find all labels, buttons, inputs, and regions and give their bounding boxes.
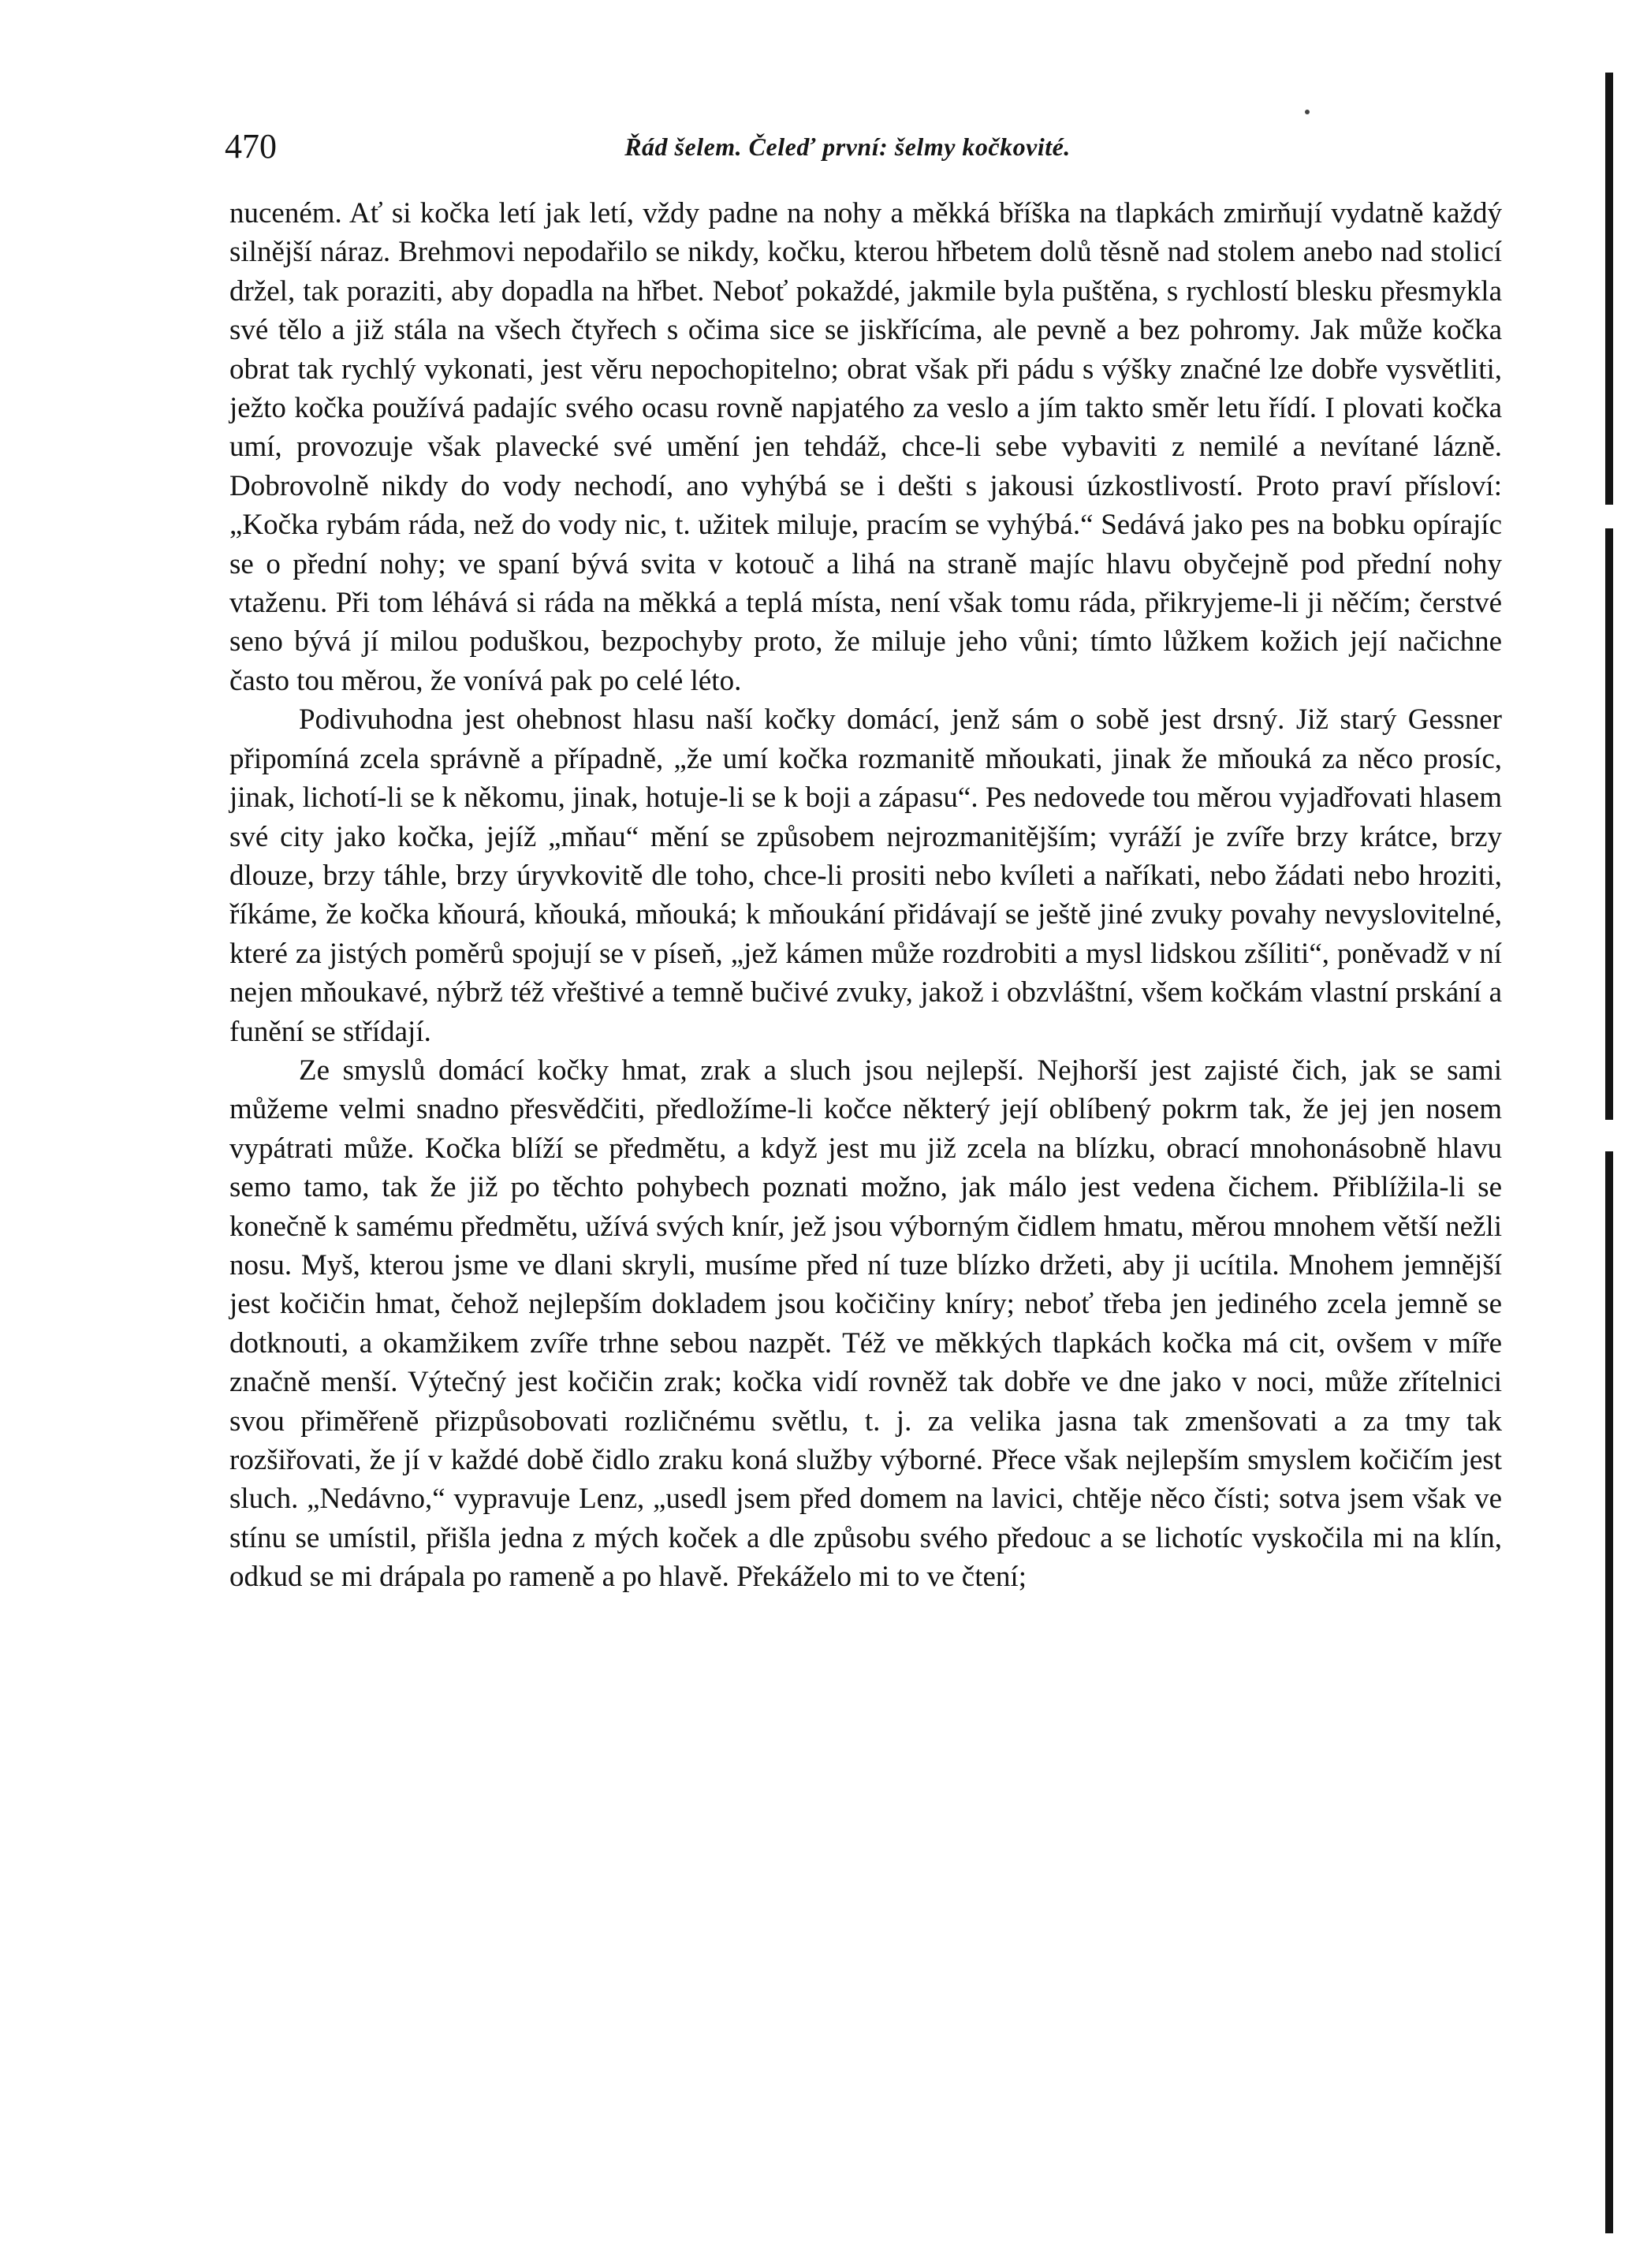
running-title: Řád šelem. Čeleď první: šelmy kočkovité. bbox=[624, 132, 1071, 161]
scan-edge-gap bbox=[1604, 1120, 1615, 1151]
print-speck bbox=[1305, 110, 1310, 114]
paragraph-2: Podivuhodna jest ohebnost hlasu naší kočky domácí, jenž sám o sobě jest drsný. Již starý Gessner připomíná zcela správně a případně, „že umí kočka rozmanitě mňoukati, jinak že mňouká za něco prosíc, jinak, lichotí-li se k někomu, jinak, hotuje-li se k boji a zápasu“. Pes nedovede tou měrou vyjadřovati hlasem své city jako kočka, jejíž „mňau“ mění se způsobem nejrozmanitějším; vyráží je zvíře brzy krátce, brzy dlouze, brzy táhle, brzy úryvkovitě dle toho, chce-li prositi nebo kvíleti a naříkati, nebo žádati nebo hroziti, říkáme, že kočka kňourá, kňouká, mňouká; k mňoukání přidávají se ještě jiné zvuky povahy nevyslovitelné, které za jistých poměrů spojují se v píseň, „jež kámen může rozdrobiti a mysl lidskou zšíliti“, poněvadž v ní nejen mňoukavé, nýbrž též vřeštivé a temně bučivé zvuky, jakož i obzvláštní, všem kočkám vlastní prskání a funění se střídají. bbox=[229, 703, 1502, 1048]
body-text bbox=[229, 194, 1502, 1597]
page-number: 470 bbox=[225, 127, 277, 166]
scan-edge-gap bbox=[1604, 505, 1615, 528]
scan-edge-line bbox=[1605, 73, 1613, 2233]
paragraph-3: Ze smyslů domácí kočky hmat, zrak a sluch jsou nejlepší. Nejhorší jest zajisté čich, jak se sami můžeme velmi snadno přesvědčiti, předložíme-li kočce některý její oblíbený pokrm tak, že jej jen nosem vypátrati může. Kočka blíží se předmětu, a když jest mu již zcela na blízku, obrací mnohonásobně hlavu semo tamo, tak že již po těchto pohybech poznati možno, jak málo jest vedena čichem. Přiblížila-li se konečně k samému předmětu, užívá svých knír, jež jsou výborným čidlem hmatu, měrou mnohem větší nežli nosu. Myš, kterou jsme ve dlani skryli, musíme před ní tuze blízko držeti, aby ji ucítila. Mnohem jemnější jest kočičin hmat, čehož nejlepším dokladem jsou kočičiny kníry; neboť třeba jen jediného zcela jemně se dotknouti, a okamžikem zvíře trhne sebou nazpět. Též ve měkkých tlapkách kočka má cit, ovšem v míře značně menší. Výtečný jest kočičin zrak; kočka vidí rovněž tak dobře ve dne jako v noci, může zřítelnici svou přiměřeně přizpůsobovati rozličnému světlu, t. j. za velika jasna tak zmenšovati a za tmy tak rozšiřovati, že jí v každé době čidlo zraku koná služby výborné. Přece však nejlepším smyslem kočičím jest sluch. „Nedávno,“ vypravuje Lenz, „usedl jsem před domem na lavici, chtěje něco čísti; sotva jsem však ve stínu se umístil, přišla jedna z mých koček a dle způsobu svého předouc a se lichotíc vyskočila mi na klín, odkud se mi drápala po rameně a po hlavě. Překáželo mi to ve čtení; bbox=[229, 1054, 1502, 1594]
page-header bbox=[225, 125, 1502, 172]
paragraph-1: nuceném. Ať si kočka letí jak letí, vždy padne na nohy a měkká bříška na tlapkách zmirňují vydatně každý silnější náraz. Brehmovi nepodařilo se nikdy, kočku, kterou hřbetem dolů těsně nad stolem anebo nad stolicí držel, tak poraziti, aby dopadla na hřbet. Neboť pokaždé, jakmile byla puštěna, s rychlostí blesku přesmykla své tělo a již stála na všech čtyřech s očima sice se jiskřícíma, ale pevně a bez pohromy. Jak může kočka obrat tak rychlý vykonati, jest věru nepochopitelno; obrat však při pádu s výšky značné lze dobře vysvětliti, ježto kočka používá padajíc svého ocasu rovně napjatého za veslo a jím takto směr letu řídí. I plovati kočka umí, provozuje však plavecké své umění jen tehdáž, chce-li sebe vybaviti z nemilé a nevítané lázně. Dobrovolně nikdy do vody nechodí, ano vyhýbá se i dešti s jakousi úzkostlivostí. Proto praví přísloví: „Kočka rybám ráda, než do vody nic, t. užitek miluje, pracím se vyhýbá.“ Sedává jako pes na bobku opírajíc se o přední nohy; ve spaní bývá svita v kotouč a lihá na straně majíc hlavu obyčejně pod přední nohy vtaženu. Při tom léhává si ráda na měkká a teplá místa, není však tomu ráda, přikryjeme-li ji něčím; čerstvé seno bývá jí milou poduškou, bezpochyby proto, že miluje jeho vůni; tímto lůžkem kožich její načichne často tou měrou, že vonívá pak po celé léto. bbox=[229, 197, 1502, 697]
